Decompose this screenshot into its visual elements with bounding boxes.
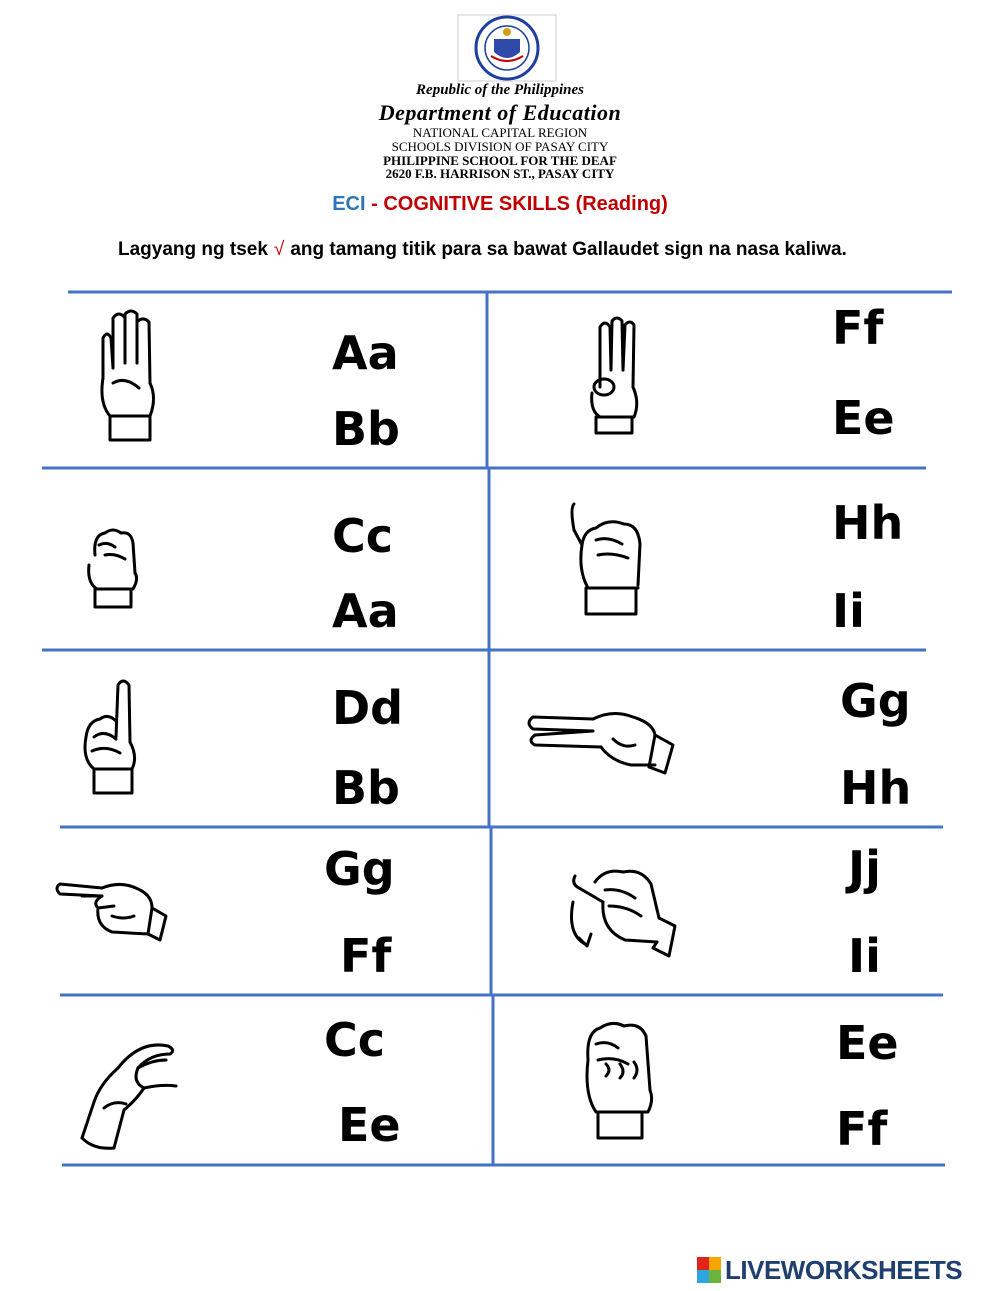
header-region: NATIONAL CAPITAL REGION: [412, 125, 588, 140]
choice-item5-option1[interactable]: Dd: [332, 681, 404, 735]
choice-item9-option2[interactable]: Ee: [338, 1098, 401, 1152]
choice-item2-option2[interactable]: Ee: [832, 391, 895, 445]
hand-sign-a-icon: [85, 525, 140, 610]
choice-item9-option1[interactable]: Cc: [324, 1013, 386, 1067]
choice-item8-option1[interactable]: Jj: [848, 841, 881, 895]
liveworksheets-icon: [697, 1257, 721, 1283]
subject-title: [0, 193, 1000, 216]
choice-item3-option1[interactable]: Cc: [332, 509, 394, 563]
liveworksheets-logo[interactable]: [697, 1255, 962, 1285]
hand-sign-h-icon: [523, 705, 675, 787]
header-department: Department of Education: [378, 100, 622, 125]
choice-item3-option2[interactable]: Aa: [332, 584, 399, 638]
choice-item6-option2[interactable]: Hh: [840, 761, 912, 815]
choice-item10-option2[interactable]: Ff: [836, 1102, 888, 1156]
choice-item6-option1[interactable]: Gg: [840, 674, 911, 728]
instruction-before: Lagyang ng tsek: [118, 239, 268, 260]
choice-item7-option2[interactable]: Ff: [340, 929, 392, 983]
header-school: PHILIPPINE SCHOOL FOR THE DEAF: [383, 153, 617, 168]
hand-sign-b-icon: [95, 308, 160, 443]
choice-item4-option2[interactable]: Ii: [832, 584, 865, 638]
choice-item5-option2[interactable]: Bb: [332, 761, 400, 815]
choice-item8-option2[interactable]: Ii: [848, 929, 881, 983]
instruction-after: ang tamang titik para sa bawat Gallaudet sign na nasa kaliwa.: [290, 239, 847, 260]
subject-separator: -: [371, 193, 378, 215]
header-republic: Republic of the Philippines: [416, 82, 584, 98]
deped-seal: [457, 14, 557, 82]
hand-sign-j-icon: [565, 862, 677, 964]
choice-item1-option1[interactable]: Aa: [332, 326, 399, 380]
choice-item1-option2[interactable]: Bb: [332, 402, 400, 456]
liveworksheets-brand: LIVEWORKSHEETS: [725, 1254, 963, 1285]
hand-sign-e-icon: [582, 1020, 657, 1140]
hand-sign-i-icon: [568, 500, 648, 618]
check-mark-icon: √: [273, 239, 285, 260]
choice-item7-option1[interactable]: Gg: [324, 842, 395, 896]
hand-sign-d-icon: [80, 677, 145, 795]
choice-item10-option1[interactable]: Ee: [836, 1016, 899, 1070]
hand-sign-c-icon: [80, 1038, 180, 1150]
header-address: 2620 F.B. HARRISON ST., PASAY CITY: [385, 166, 615, 181]
hand-sign-g-icon: [52, 876, 168, 944]
hand-sign-f-icon: [588, 315, 643, 435]
subject-skill: COGNITIVE SKILLS (Reading): [383, 193, 668, 215]
choice-item4-option1[interactable]: Hh: [832, 496, 904, 550]
subject-prefix: ECI: [332, 193, 366, 215]
choice-item2-option1[interactable]: Ff: [832, 301, 884, 355]
instruction-text: [118, 236, 918, 263]
header-division: SCHOOLS DIVISION OF PASAY CITY: [391, 139, 609, 154]
